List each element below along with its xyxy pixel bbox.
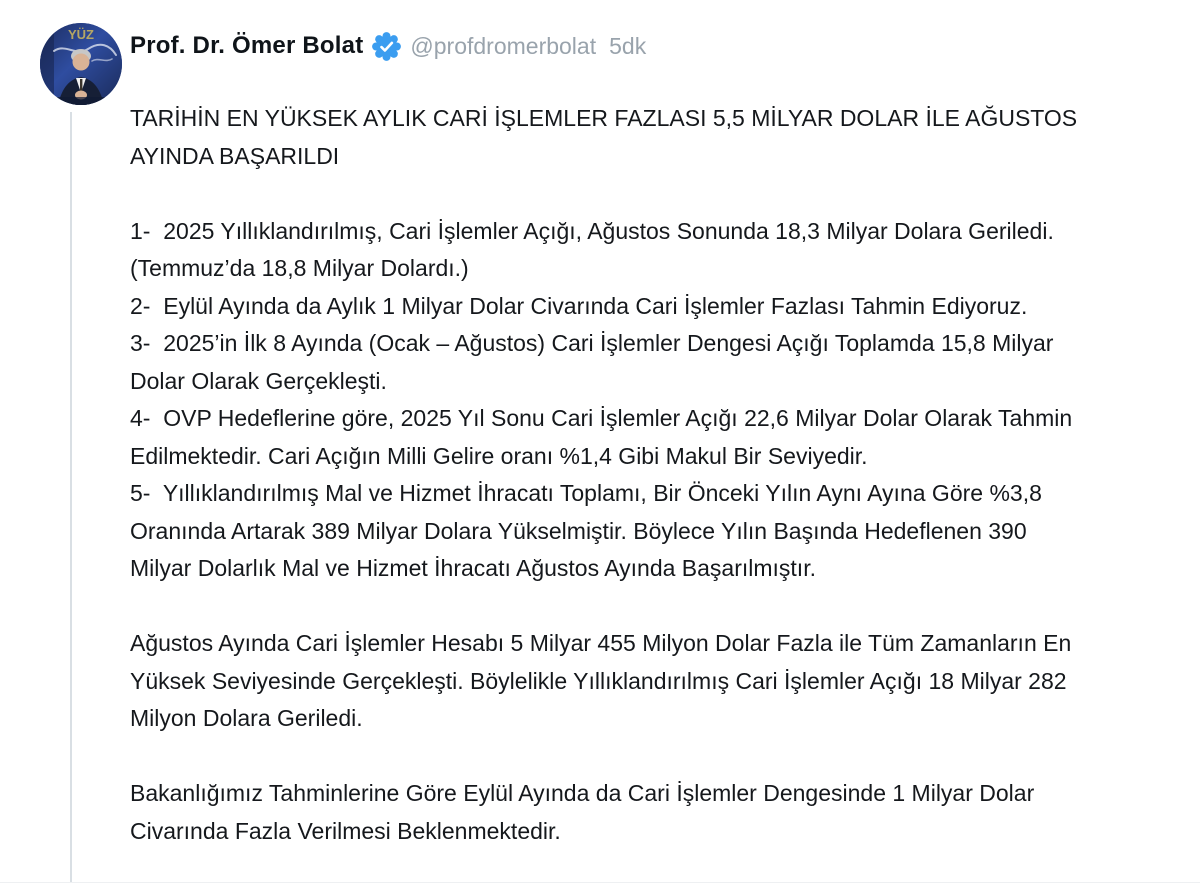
verified-badge-icon — [372, 32, 401, 61]
tweet-paragraph: 1- 2025 Yıllıklandırılmış, Cari İşlemler Açığı, Ağustos Sonunda 18,3 Milyar Dolara Geriledi. (Temmuz’da 18,8 Milyar Dolardı.) — [130, 217, 1061, 281]
tweet-content — [130, 30, 1090, 850]
avatar[interactable] — [40, 23, 122, 105]
author-name[interactable]: Prof. Dr. Ömer Bolat — [130, 32, 364, 59]
author-handle[interactable]: @profdromerbolat — [410, 32, 597, 59]
tweet-paragraph: 3- 2025’in İlk 8 Ayında (Ocak – Ağustos) Cari İşlemler Dengesi Açığı Toplamda 15,8 Milyar Dolar Olarak Gerçekleşti. — [130, 330, 1060, 394]
tweet-timestamp[interactable]: 5dk — [609, 32, 647, 59]
tweet-title: TARİHİN EN YÜKSEK AYLIK CARİ İŞLEMLER FAZLASI 5,5 MİLYAR DOLAR İLE AĞUSTOS AYINDA BAŞARILDI — [130, 105, 1083, 169]
tweet-paragraph: 2- Eylül Ayında da Aylık 1 Milyar Dolar Civarında Cari İşlemler Fazlası Tahmin Ediyoruz. — [130, 292, 1028, 319]
tweet-paragraph: 4- OVP Hedeflerine göre, 2025 Yıl Sonu Cari İşlemler Açığı 22,6 Milyar Dolar Olarak Tahmin Edilmektedir. Cari Açığın Milli Gelire oranı %1,4 Gibi Makul Bir Seviyedir. — [130, 405, 1079, 469]
tweet-paragraph: Bakanlığımız Tahminlerine Göre Eylül Ayında da Cari İşlemler Dengesinde 1 Milyar Dolar Civarında Fazla Verilmesi Beklenmektedir. — [130, 780, 1041, 844]
tweet-paragraph: Ağustos Ayında Cari İşlemler Hesabı 5 Milyar 455 Milyon Dolar Fazla ile Tüm Zamanların En Yüksek Seviyesinde Gerçekleşti. Böylelikle Yıllıklandırılmış Cari İşlemler Açığı 18 Milyar 282 Milyon Dolara Geriledi. — [130, 630, 1078, 731]
tweet-paragraph: 5- Yıllıklandırılmış Mal ve Hizmet İhracatı Toplamı, Bir Önceki Yılın Aynı Ayına Göre %3,8 Oranında Artarak 389 Milyar Dolara Yükselmiştir. Böylece Yılın Başında Hedeflenen 390 Milyar Dolarlık Mal ve Hizmet İhracatı Ağustos Ayında Başarılmıştır. — [130, 480, 1049, 581]
tweet-header — [130, 30, 1090, 62]
svg-text:YÜZ: YÜZ — [68, 27, 94, 42]
tweet-body — [130, 100, 1090, 850]
thread-connector-line — [70, 112, 72, 883]
profile-photo-icon — [40, 23, 122, 105]
